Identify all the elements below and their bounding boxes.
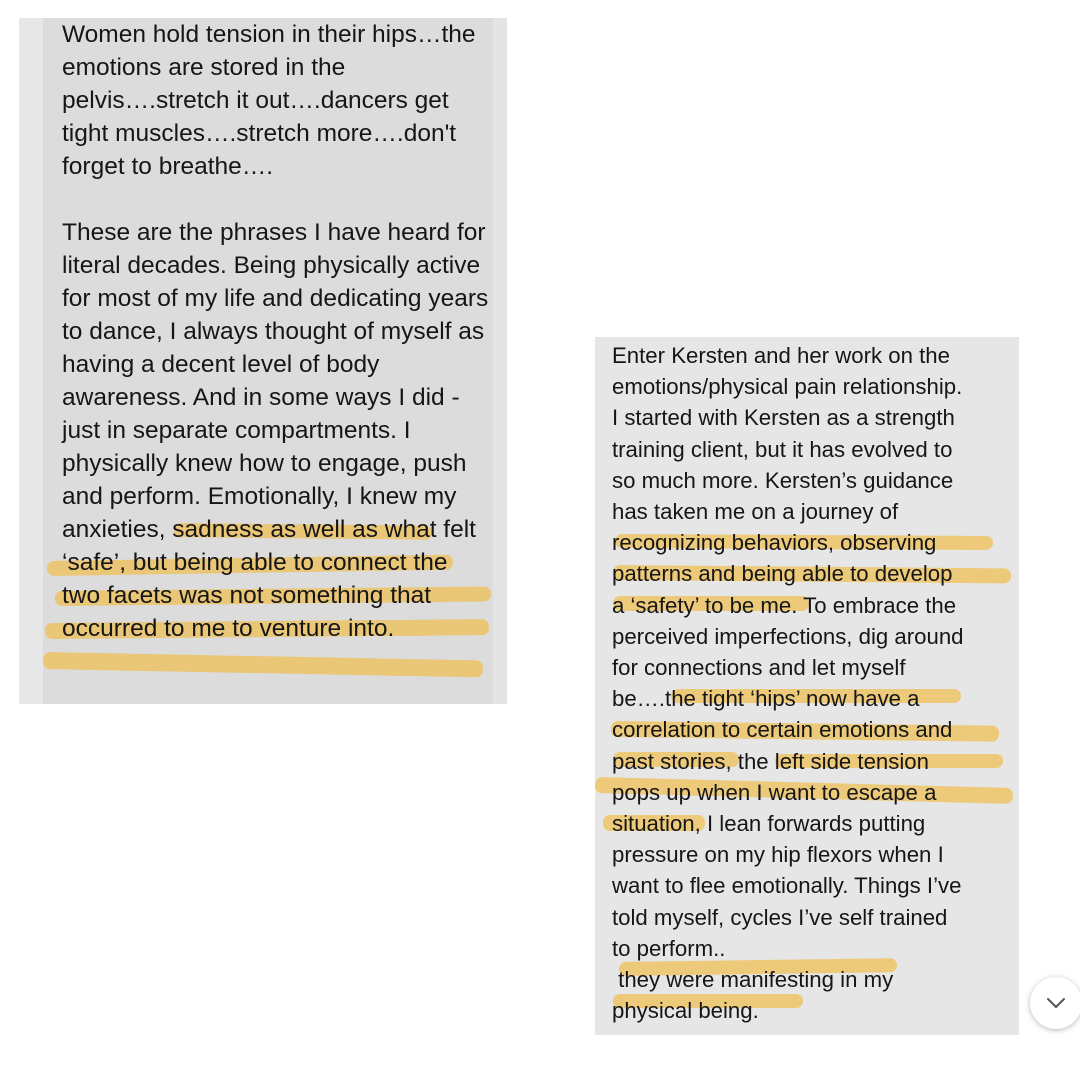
left-note-paragraph-2: These are the phrases I have heard for literal decades. Being physically active for most of my life and dedicating years to dance, I always thought of myself as having a decent level of body awareness. And in some ways I did - just in separate compartments. I physically knew how to engage, push and perform. Emotionally, I knew my anxieties, sadness as well as what felt ‘safe’, but being able to connect the two facets was not something that occurred to me to venture into. <box>62 219 489 642</box>
left-note-panel <box>19 18 507 704</box>
right-note-line: situation, I lean forwards putting <box>612 811 926 837</box>
right-note-line: pressure on my hip flexors when I <box>612 842 944 868</box>
right-note-line: training client, but it has evolved to <box>612 436 953 462</box>
right-note-line: be….the tight ‘hips’ now have a <box>612 686 920 712</box>
left-note-paragraph-1: Women hold tension in their hips…the emotions are stored in the pelvis….stretch it out….dancers get tight muscles….stretch more….don't forget to breathe…. <box>62 21 476 180</box>
right-note-line: past stories, the left side tension <box>612 748 929 774</box>
right-note-line: physical being. <box>612 998 759 1024</box>
right-note-line: perceived imperfections, dig around <box>612 623 964 649</box>
right-note-line: a ‘safety’ to be me. To embrace the <box>612 592 957 618</box>
right-note-line: Enter Kersten and her work on the <box>612 343 950 368</box>
right-note-line: correlation to certain emotions and <box>612 717 953 743</box>
right-note-line: so much more. Kersten’s guidance <box>612 467 954 493</box>
left-note-edge-strip <box>493 18 507 704</box>
right-note-text <box>612 340 1012 1026</box>
right-note-line: patterns and being able to develop <box>612 561 953 587</box>
left-note-text <box>62 18 492 645</box>
right-note-line: to perform.. <box>612 935 726 961</box>
right-note-line: I started with Kersten as a strength <box>612 405 955 431</box>
chevron-down-icon <box>1044 991 1068 1015</box>
right-note-line: they were manifesting in my <box>612 967 894 993</box>
right-note-line: recognizing behaviors, observing <box>612 530 937 556</box>
scroll-down-button[interactable] <box>1030 977 1080 1029</box>
right-note-line: for connections and let myself <box>612 655 906 681</box>
right-note-line: pops up when I want to escape a <box>612 779 937 805</box>
right-note-line: has taken me on a journey of <box>612 499 899 525</box>
right-note-line: emotions/physical pain relationship. <box>612 374 963 400</box>
right-note-line: want to flee emotionally. Things I’ve <box>612 873 962 899</box>
right-note-line: told myself, cycles I’ve self trained <box>612 904 948 930</box>
right-note-panel <box>595 337 1019 1035</box>
